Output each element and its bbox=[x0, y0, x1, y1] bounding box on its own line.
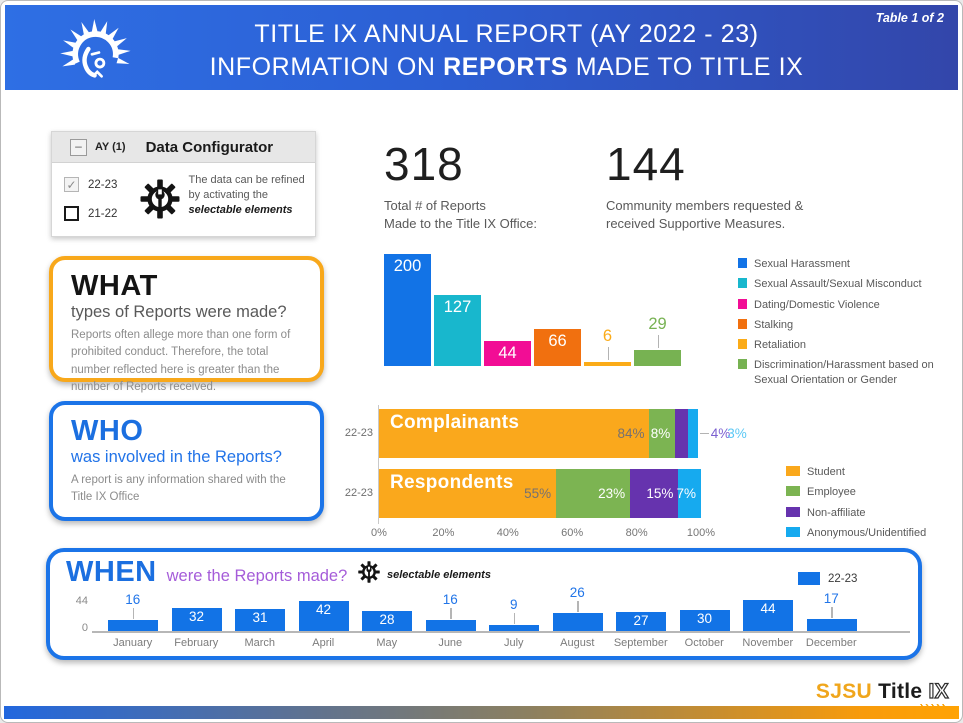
bar-september[interactable] bbox=[616, 612, 666, 631]
x-tick-label: 100% bbox=[686, 527, 716, 539]
bar-value-label: 27 bbox=[633, 613, 649, 628]
label-connector-line bbox=[658, 335, 659, 348]
what-card-body: Reports often allege more than one form of prohibited conduct. Therefore, the total number reflected here is greater than the number of Reports received. bbox=[71, 329, 291, 393]
table-ref: Table 1 of 2 bbox=[875, 11, 944, 25]
bar-june[interactable] bbox=[426, 620, 476, 631]
legend-label: Employee bbox=[807, 486, 856, 499]
bar-group-december bbox=[800, 591, 864, 631]
ay-option-22-23[interactable] bbox=[64, 177, 140, 192]
legend-item-student[interactable] bbox=[786, 465, 956, 479]
x-tick-label: 40% bbox=[496, 527, 519, 539]
y-axis-max-label: 44 bbox=[75, 595, 88, 607]
legend-swatch bbox=[786, 466, 800, 476]
what-chart-legend bbox=[738, 257, 950, 393]
bar-group-discrimination-harassment-based-on-sexual-orientation-or-gender bbox=[634, 246, 681, 366]
legend-item-stalking[interactable] bbox=[738, 318, 950, 332]
legend-label: Discrimination/Harassment based on Sexual Orientation or Gender bbox=[754, 359, 934, 386]
bar-sexual-assault-sexual-misconduct[interactable] bbox=[434, 295, 481, 366]
bar-november[interactable] bbox=[743, 600, 793, 631]
when-card-title: WHEN bbox=[66, 556, 157, 588]
bar-value-label: 127 bbox=[443, 298, 472, 316]
bar-stalking[interactable] bbox=[534, 329, 581, 366]
footer-gradient-bar bbox=[4, 706, 959, 719]
segment-percent-label: 55% bbox=[524, 486, 552, 501]
report-header bbox=[5, 5, 958, 90]
segment-percent-label: 23% bbox=[598, 486, 626, 501]
bar-group-april bbox=[292, 600, 356, 631]
label-connector-line bbox=[608, 347, 609, 360]
segment-percent-label: 3% bbox=[727, 426, 747, 441]
gear-wrench-icon bbox=[358, 561, 380, 588]
checked-checkbox[interactable]: ✓ bbox=[64, 177, 79, 192]
legend-label: Student bbox=[807, 466, 845, 478]
stacked-bar-title: Respondents bbox=[390, 472, 514, 493]
legend-label: Anonymous/Unidentified bbox=[807, 526, 927, 539]
when-bars bbox=[101, 585, 863, 631]
bar-group-sexual-harassment bbox=[384, 246, 431, 366]
segment-employee[interactable] bbox=[649, 409, 675, 458]
stat-label: Community members requested & received Supportive Measures. bbox=[606, 198, 804, 231]
when-card bbox=[46, 548, 922, 660]
legend-item-discrimination-harassment-based-on-sexual-orientation-or-gender[interactable] bbox=[738, 358, 950, 387]
bar-value-label: 44 bbox=[760, 601, 776, 616]
segment-non-affiliate[interactable] bbox=[630, 469, 678, 518]
legend-item-dating-domestic-violence[interactable] bbox=[738, 298, 950, 312]
legend-swatch bbox=[738, 299, 747, 309]
what-card-subtitle: types of Reports were made? bbox=[71, 303, 287, 321]
collapse-checkbox[interactable]: – bbox=[70, 139, 87, 156]
bar-march[interactable] bbox=[235, 609, 285, 631]
segment-percent-label: 7% bbox=[676, 486, 696, 501]
bar-value-label: 28 bbox=[379, 612, 395, 627]
bar-value-label: 17 bbox=[823, 591, 839, 606]
label-connector-line bbox=[577, 601, 579, 612]
bar-group-dating-domestic-violence bbox=[484, 246, 531, 366]
configurator-hint: The data can be refined by activating the selectable elements bbox=[188, 174, 305, 216]
what-bar-chart bbox=[384, 246, 684, 366]
when-header bbox=[66, 556, 347, 589]
sjsu-titleix-logo: SJSU Title IX bbox=[815, 680, 949, 703]
bar-value-label: 42 bbox=[315, 602, 332, 617]
bar-retaliation[interactable] bbox=[584, 362, 631, 366]
legend-item-retaliation[interactable] bbox=[738, 338, 950, 352]
bar-value-label: 66 bbox=[548, 332, 567, 350]
legend-swatch bbox=[786, 486, 800, 496]
bar-value-label: 9 bbox=[509, 597, 518, 612]
stat-supportive-measures bbox=[606, 137, 803, 232]
row-axis-label: 22-23 bbox=[344, 487, 373, 499]
legend-label: Sexual Harassment bbox=[754, 258, 850, 270]
configurator-title: Data Configurator bbox=[145, 138, 274, 156]
bar-value-label: 26 bbox=[569, 585, 585, 600]
segment-percent-label: 15% bbox=[646, 486, 674, 501]
bar-may[interactable] bbox=[362, 611, 412, 631]
ay-option-21-22[interactable] bbox=[64, 206, 140, 221]
what-bars bbox=[384, 246, 684, 366]
bar-value-label: 200 bbox=[393, 257, 422, 275]
legend-item-non-affiliate[interactable] bbox=[786, 506, 956, 520]
x-tick-label: January bbox=[113, 637, 153, 649]
bar-group-january bbox=[101, 592, 165, 631]
bar-group-september bbox=[609, 600, 673, 631]
x-tick-label: 80% bbox=[625, 527, 648, 539]
bar-group-retaliation bbox=[584, 246, 631, 366]
legend-label: 22-23 bbox=[828, 572, 858, 585]
x-tick-label: May bbox=[376, 637, 398, 649]
x-tick-label: September bbox=[613, 637, 668, 649]
data-configurator-panel bbox=[51, 131, 316, 237]
legend-label: Retaliation bbox=[754, 339, 806, 352]
bar-value-label: 29 bbox=[648, 315, 667, 333]
segment-anonymous-unidentified[interactable] bbox=[688, 409, 698, 458]
when-legend-item[interactable] bbox=[798, 572, 857, 585]
page-title bbox=[95, 18, 918, 84]
who-card-title: WHO bbox=[71, 415, 144, 447]
data-configurator-body bbox=[52, 163, 315, 236]
bar-value-label: 32 bbox=[188, 609, 205, 624]
legend-item-sexual-harassment[interactable] bbox=[738, 257, 950, 271]
stat-label: Total # of Reports Made to the Title IX Office: bbox=[384, 198, 537, 231]
ay-group-label: AY (1) bbox=[95, 141, 126, 153]
who-chart-legend bbox=[786, 465, 956, 546]
segment-percent-label: 8% bbox=[650, 426, 671, 441]
page-title-line1: TITLE IX ANNUAL REPORT (AY 2022 - 23) bbox=[254, 20, 759, 48]
bar-group-february bbox=[165, 600, 229, 631]
bar-group-sexual-assault-sexual-misconduct bbox=[434, 246, 481, 366]
bar-group-march bbox=[228, 600, 292, 631]
label-connector-line bbox=[700, 433, 709, 434]
legend-swatch bbox=[798, 572, 820, 585]
stacked-bar-title: Complainants bbox=[390, 412, 520, 433]
label-connector-line bbox=[514, 613, 516, 624]
bar-value-label: 16 bbox=[125, 592, 141, 607]
bar-value-label: 44 bbox=[498, 344, 517, 362]
x-axis-line bbox=[92, 631, 910, 633]
x-tick-label: March bbox=[244, 637, 276, 649]
x-tick-label: April bbox=[312, 637, 335, 649]
bar-july[interactable] bbox=[489, 625, 539, 631]
bar-discrimination-harassment-based-on-sexual-orientation-or-gender[interactable] bbox=[634, 350, 681, 366]
checkbox-label: 21-22 bbox=[88, 207, 118, 220]
x-tick-label: 60% bbox=[561, 527, 584, 539]
legend-label: Sexual Assault/Sexual Misconduct bbox=[754, 278, 922, 291]
segment-percent-label: 84% bbox=[617, 426, 645, 441]
stat-value: 144 bbox=[606, 138, 686, 190]
label-connector-line bbox=[831, 607, 833, 618]
selectable-elements-note bbox=[358, 561, 491, 588]
segment-anonymous-unidentified[interactable] bbox=[678, 469, 701, 518]
outside-percent-labels bbox=[700, 426, 747, 441]
when-card-subtitle: were the Reports made? bbox=[166, 567, 348, 585]
bar-group-june bbox=[419, 592, 483, 631]
bar-group-october bbox=[673, 600, 737, 631]
legend-swatch bbox=[738, 278, 747, 288]
x-tick-label: August bbox=[560, 637, 595, 649]
what-card bbox=[49, 256, 324, 393]
x-tick-label: 20% bbox=[432, 527, 455, 539]
unchecked-checkbox[interactable] bbox=[64, 206, 79, 221]
legend-swatch bbox=[786, 507, 800, 517]
what-card-title: WHAT bbox=[71, 270, 158, 302]
segment-employee[interactable] bbox=[556, 469, 630, 518]
selectable-elements-label: selectable elements bbox=[387, 568, 491, 581]
bar-group-stalking bbox=[534, 246, 581, 366]
legend-label: Stalking bbox=[754, 318, 794, 331]
page-title-line2: INFORMATION ON REPORTS MADE TO TITLE IX bbox=[209, 53, 804, 81]
who-stacked-chart bbox=[341, 403, 747, 543]
y-axis-min-label: 0 bbox=[81, 622, 88, 634]
bar-sexual-harassment[interactable] bbox=[384, 254, 431, 366]
gear-wrench-icon bbox=[140, 173, 181, 224]
label-connector-line bbox=[450, 608, 452, 619]
legend-item-anonymous-unidentified[interactable] bbox=[786, 526, 956, 540]
legend-swatch bbox=[738, 339, 747, 349]
bar-april[interactable] bbox=[299, 601, 349, 631]
legend-swatch bbox=[738, 359, 747, 369]
data-configurator-header bbox=[52, 132, 315, 163]
bar-group-november bbox=[736, 600, 800, 631]
legend-item-employee[interactable] bbox=[786, 485, 956, 499]
who-card bbox=[49, 401, 324, 521]
segment-percent-label: 4% bbox=[710, 426, 731, 441]
legend-label: Non-affiliate bbox=[807, 506, 866, 519]
stacked-bar-complainants bbox=[379, 409, 698, 458]
legend-item-sexual-assault-sexual-misconduct[interactable] bbox=[738, 277, 950, 291]
bar-group-july bbox=[482, 597, 546, 631]
bar-value-label: 6 bbox=[602, 327, 613, 345]
legend-swatch bbox=[738, 258, 747, 268]
legend-swatch bbox=[786, 527, 800, 537]
x-tick-label: December bbox=[805, 637, 857, 649]
bar-value-label: 16 bbox=[442, 592, 458, 607]
configurator-options bbox=[64, 173, 140, 224]
x-tick-label: November bbox=[742, 637, 794, 649]
legend-swatch bbox=[738, 319, 747, 329]
x-tick-label: February bbox=[174, 637, 219, 649]
bar-august[interactable] bbox=[553, 613, 603, 631]
checkbox-label: 22-23 bbox=[88, 178, 118, 191]
who-card-subtitle: was involved in the Reports? bbox=[71, 448, 282, 466]
x-tick-label: October bbox=[684, 637, 724, 649]
x-tick-label: 0% bbox=[371, 527, 387, 539]
bar-dating-domestic-violence[interactable] bbox=[484, 341, 531, 366]
row-axis-label: 22-23 bbox=[344, 427, 373, 439]
stacked-bar-respondents bbox=[379, 469, 701, 518]
x-tick-label: June bbox=[438, 637, 463, 649]
bar-value-label: 30 bbox=[696, 611, 713, 626]
bar-december[interactable] bbox=[807, 619, 857, 631]
segment-non-affiliate[interactable] bbox=[675, 409, 688, 458]
x-tick-label: July bbox=[503, 637, 524, 649]
legend-label: Dating/Domestic Violence bbox=[754, 298, 880, 311]
who-card-body: A report is any information shared with the Title IX Office bbox=[71, 474, 286, 504]
label-connector-line bbox=[133, 608, 135, 619]
bar-group-may bbox=[355, 600, 419, 631]
bar-october[interactable] bbox=[680, 610, 730, 631]
bar-value-label: 31 bbox=[252, 610, 268, 625]
bar-february[interactable] bbox=[172, 608, 222, 631]
stat-total-reports bbox=[384, 137, 537, 232]
when-month-labels bbox=[101, 637, 863, 649]
stat-value: 318 bbox=[384, 138, 464, 190]
bar-january[interactable] bbox=[108, 620, 158, 631]
bar-group-august bbox=[546, 585, 610, 631]
